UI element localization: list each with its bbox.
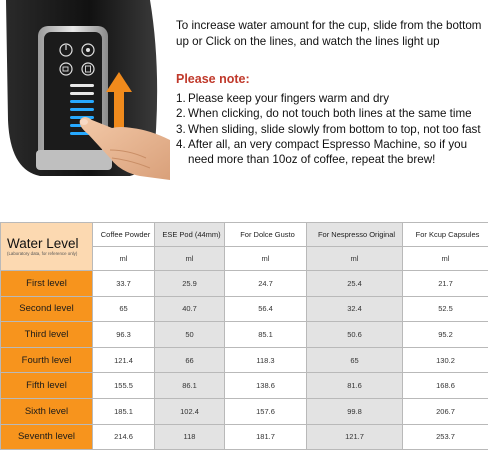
value-cell: 65 bbox=[93, 296, 155, 322]
value-cell: 32.4 bbox=[307, 296, 403, 322]
value-cell: 65 bbox=[307, 347, 403, 373]
value-cell: 24.7 bbox=[225, 271, 307, 297]
product-photo bbox=[0, 0, 170, 196]
value-cell: 95.2 bbox=[403, 322, 488, 348]
value-cell: 185.1 bbox=[93, 398, 155, 424]
level-label: Second level bbox=[1, 296, 93, 322]
value-cell: 130.2 bbox=[403, 347, 488, 373]
value-cell: 155.5 bbox=[93, 373, 155, 399]
value-cell: 206.7 bbox=[403, 398, 488, 424]
unit-cell: ml bbox=[93, 247, 155, 271]
note-item bbox=[176, 106, 486, 121]
note-item-number: 3. bbox=[176, 122, 186, 136]
level-label: Fifth level bbox=[1, 373, 93, 399]
note-item-text: After all, an very compact Espresso Machine, so if you need more than 10oz of coffee, repeat the brew! bbox=[188, 137, 468, 167]
value-cell: 56.4 bbox=[225, 296, 307, 322]
value-cell: 138.6 bbox=[225, 373, 307, 399]
value-cell: 157.6 bbox=[225, 398, 307, 424]
column-header: ESE Pod (44mm) bbox=[155, 223, 225, 247]
intro-instructions: To increase water amount for the cup, slide from the bottom up or Click on the lines, and watch the lines light up bbox=[176, 19, 482, 48]
machine-base bbox=[36, 150, 112, 170]
value-cell: 118 bbox=[155, 424, 225, 450]
value-cell: 86.1 bbox=[155, 373, 225, 399]
machine-illustration bbox=[0, 0, 170, 196]
level-label: Seventh level bbox=[1, 424, 93, 450]
note-item-number: 2. bbox=[176, 107, 186, 121]
table-title-cell bbox=[1, 223, 93, 271]
table-row bbox=[1, 398, 488, 424]
value-cell: 118.3 bbox=[225, 347, 307, 373]
value-cell: 66 bbox=[155, 347, 225, 373]
level-label: First level bbox=[1, 271, 93, 297]
value-cell: 102.4 bbox=[155, 398, 225, 424]
table-row bbox=[1, 373, 488, 399]
table-row bbox=[1, 322, 488, 348]
table-subtitle: (Laboratory data, for reference only) bbox=[7, 251, 78, 256]
level-label: Fourth level bbox=[1, 347, 93, 373]
note-item-number: 1. bbox=[176, 92, 186, 105]
value-cell: 50.6 bbox=[307, 322, 403, 348]
value-cell: 96.3 bbox=[93, 322, 155, 348]
note-list bbox=[176, 91, 486, 167]
table-row bbox=[1, 271, 488, 297]
table-row bbox=[1, 424, 488, 450]
water-level-table-container bbox=[0, 222, 488, 452]
value-cell: 181.7 bbox=[225, 424, 307, 450]
value-cell: 50 bbox=[155, 322, 225, 348]
note-item-text: When sliding, slide slowly from bottom to top, not too fast bbox=[188, 122, 481, 136]
unit-cell: ml bbox=[155, 247, 225, 271]
note-item-text: When clicking, do not touch both lines at the same time bbox=[188, 107, 472, 121]
table-row bbox=[1, 347, 488, 373]
table-header-row bbox=[1, 223, 488, 247]
column-header: Coffee Powder bbox=[93, 223, 155, 247]
level-label: Third level bbox=[1, 322, 93, 348]
value-cell: 25.4 bbox=[307, 271, 403, 297]
level-label: Sixth level bbox=[1, 398, 93, 424]
value-cell: 121.4 bbox=[93, 347, 155, 373]
value-cell: 21.7 bbox=[403, 271, 488, 297]
value-cell: 52.5 bbox=[403, 296, 488, 322]
unit-cell: ml bbox=[225, 247, 307, 271]
value-cell: 121.7 bbox=[307, 424, 403, 450]
value-cell: 253.7 bbox=[403, 424, 488, 450]
value-cell: 40.7 bbox=[155, 296, 225, 322]
value-cell: 85.1 bbox=[225, 322, 307, 348]
note-item-text: Please keep your fingers warm and dry bbox=[188, 92, 390, 105]
column-header: For Dolce Gusto bbox=[225, 223, 307, 247]
unit-cell: ml bbox=[307, 247, 403, 271]
value-cell: 99.8 bbox=[307, 398, 403, 424]
value-cell: 168.6 bbox=[403, 373, 488, 399]
table-title: Water Level bbox=[7, 236, 79, 251]
value-cell: 81.6 bbox=[307, 373, 403, 399]
note-item bbox=[176, 91, 486, 106]
note-item bbox=[176, 122, 486, 137]
column-header: For Kcup Capsules bbox=[403, 223, 488, 247]
value-cell: 33.7 bbox=[93, 271, 155, 297]
table-row bbox=[1, 296, 488, 322]
note-item-number: 4. bbox=[176, 137, 186, 151]
value-cell: 25.9 bbox=[155, 271, 225, 297]
column-header: For Nespresso Original bbox=[307, 223, 403, 247]
note-item bbox=[176, 137, 486, 168]
value-cell: 214.6 bbox=[93, 424, 155, 450]
unit-cell: ml bbox=[403, 247, 488, 271]
water-level-table bbox=[0, 222, 488, 450]
note-title: Please note: bbox=[176, 72, 250, 86]
